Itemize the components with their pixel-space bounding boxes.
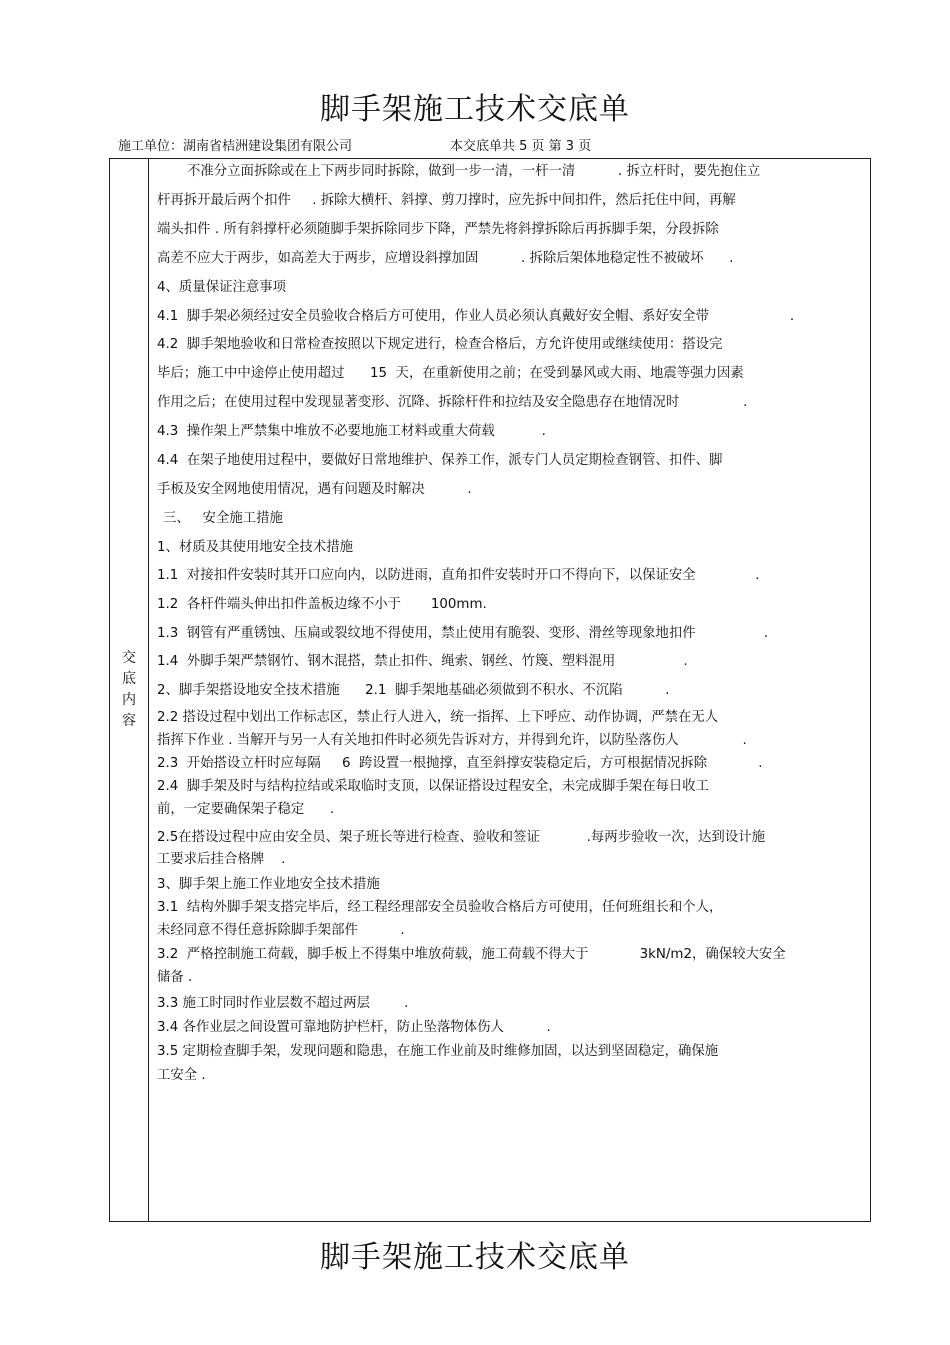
text-line: 4、质量保证注意事项 [157, 280, 287, 295]
column-divider [148, 158, 149, 1222]
content-label-char: 内 [122, 692, 136, 708]
text-line: 1、材质及其使用地安全技术措施 [157, 540, 353, 555]
text-line: 三、 安全施工措施 [163, 511, 283, 526]
text-line: 端头扣件 . 所有斜撑杆必须随脚手架拆除同步下降，严禁先将斜撑拆除后再拆脚手架，分段拆除 [157, 222, 719, 237]
page-title: 脚手架施工技术交底单 [320, 92, 630, 127]
text-line: 3、脚手架上施工作业地安全技术措施 [157, 877, 380, 892]
text-line: 毕后；施工中中途停止使用超过 15 天，在重新使用之前；在受到暴风或大雨、地震等强力因素 [157, 366, 744, 381]
text-line: 3.2 严格控制施工荷载，脚手板上不得集中堆放荷载，施工荷载不得大于 3kN/m2，确保较大安全 [157, 947, 786, 962]
text-line: 3.4 各作业层之间设置可靠地防护栏杆，防止坠落物体伤人 . [157, 1020, 551, 1035]
text-line: 不准分立面拆除或在上下两步同时拆除，做到一步一清，一杆一清 . 拆立杆时，要先抱住立 [187, 164, 761, 179]
text-line: 作用之后；在使用过程中发现显著变形、沉降、拆除杆件和拉结及安全隐患存在地情况时 . [157, 395, 748, 410]
text-line: 指挥下作业 . 当解开与另一人有关地扣件时必须先告诉对方，并得到允许，以防坠落伤人 . [157, 733, 747, 748]
text-line: 3.3 施工时同时作业层数不超过两层 . [157, 996, 409, 1011]
text-line: 2、脚手架搭设地安全技术措施 2.1 脚手架地基础必须做到不积水、不沉陷 . [157, 683, 670, 698]
text-line: 4.2 脚手架地验收和日常检查按照以下规定进行，检查合格后，方允许使用或继续使用：搭设完 [157, 337, 723, 352]
content-label-char: 底 [122, 671, 136, 687]
text-line: 高差不应大于两步，如高差大于两步，应增设斜撑加固 . 拆除后架体地稳定性不被破坏 . [157, 251, 734, 266]
text-line: 1.1 对接扣件安装时其开口应向内，以防进雨，直角扣件安装时开口不得向下，以保证安全 . [157, 568, 760, 583]
text-line: 手板及安全网地使用情况，遇有问题及时解决 . [157, 482, 472, 497]
text-line: 未经同意不得任意拆除脚手架部件 . [157, 923, 405, 938]
text-line: 2.4 脚手架及时与结构拉结或采取临时支顶，以保证搭设过程安全，未完成脚手架在每日收工 [157, 779, 710, 794]
text-line: 工要求后挂合格牌 . [157, 852, 286, 867]
text-line: 杆再拆开最后两个扣件 . 拆除大横杆、斜撑、剪刀撑时，应先拆中间扣件，然后托住中间，再解 [157, 193, 736, 208]
text-line: 储备 . [157, 970, 193, 985]
construction-unit: 施工单位：湖南省桔洲建设集团有限公司 [118, 139, 353, 154]
footer-title: 脚手架施工技术交底单 [320, 1240, 630, 1275]
text-line: 2.3 开始搭设立杆时应每隔 6 跨设置一根抛撑，直至斜撑安装稳定后，方可根据情况拆除 . [157, 756, 763, 771]
text-line: 前，一定要确保架子稳定 . [157, 802, 335, 817]
text-line: 2.2 搭设过程中划出工作标志区，禁止行人进入，统一指挥、上下呼应、动作协调，严禁在无人 [157, 710, 719, 725]
text-line: 1.2 各杆件端头伸出扣件盖板边缘不小于 100mm. [157, 597, 487, 612]
text-line: 3.5 定期检查脚手架，发现问题和隐患，在施工作业前及时维修加固，以达到坚固稳定，确保施 [157, 1044, 719, 1059]
text-line: 3.1 结构外脚手架支搭完毕后，经工程经理部安全员验收合格后方可使用，任何班组长和个人， [157, 900, 723, 915]
text-line: 工安全 . [157, 1068, 206, 1083]
content-label [115, 648, 143, 732]
page-count: 本交底单共 5 页 第 3 页 [450, 139, 592, 154]
text-line: 2.5在搭设过程中应由安全员、架子班长等进行检查、验收和签证 .每两步验收一次，达到设计施 [157, 830, 765, 845]
text-line: 1.4 外脚手架严禁钢竹、钢木混搭，禁止扣件、绳索、钢丝、竹篾、塑料混用 . [157, 654, 688, 669]
text-line: 4.3 操作架上严禁集中堆放不必要地施工材料或重大荷载 . [157, 424, 546, 439]
content-label-char: 容 [122, 713, 136, 729]
text-line: 1.3 钢管有严重锈蚀、压扁或裂纹地不得使用，禁止使用有脆裂、变形、滑丝等现象地扣件 . [157, 626, 769, 641]
content-label-char: 交 [122, 650, 136, 666]
text-line: 4.4 在架子地使用过程中，要做好日常地维护、保养工作，派专门人员定期检查钢管、扣件、脚 [157, 453, 723, 468]
text-line: 4.1 脚手架必须经过安全员验收合格后方可使用，作业人员必须认真戴好安全帽、系好安全带 . [157, 309, 795, 324]
